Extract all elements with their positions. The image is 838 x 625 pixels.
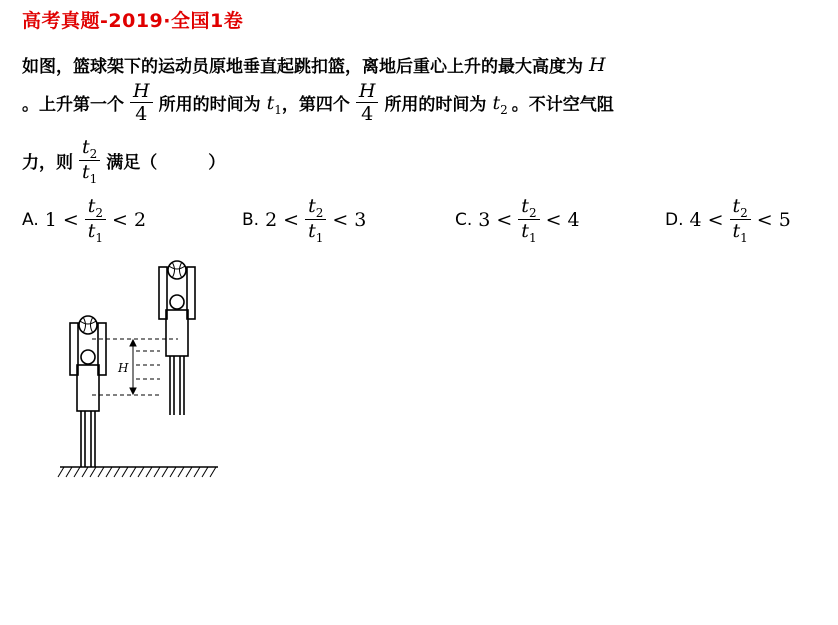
fraction-numerator: H [130, 80, 153, 103]
question-text-3a: 力，则 [22, 153, 73, 173]
question-text-2d: 所用的时间为 [384, 95, 487, 115]
question-line-1 [22, 52, 606, 77]
question-line-2 [22, 80, 614, 125]
fraction-numerator: H [356, 80, 379, 103]
basketball-right [168, 261, 186, 279]
fraction-h-over-4-first [130, 80, 153, 125]
option-b[interactable]: B. 2 < $\frac{t_2}{t_1}$ < 3 [242, 195, 367, 245]
question-text-2e: 。不计空气阻 [511, 95, 614, 115]
question-line-3 [22, 136, 225, 185]
option-d[interactable]: D. 4 < $\frac{t_2}{t_1}$ < 5 [665, 195, 791, 245]
page-title: 高考真题-2019·全国1卷 [22, 10, 244, 32]
option-c[interactable]: C. 3 < $\frac{t_2}{t_1}$ < 4 [455, 195, 580, 245]
question-text-2b: 所用的时间为 [158, 95, 261, 115]
height-arrow [130, 340, 136, 394]
fraction-t2-over-t1: $\frac{t_2}{t_1}$ [79, 136, 100, 185]
question-text-3b: 满足（ ） [106, 153, 226, 173]
basketball-jump-figure [50, 255, 230, 485]
question-text-2c: ，第四个 [281, 95, 350, 115]
var-H: H [589, 53, 606, 76]
question-text-1: 如图，篮球架下的运动员原地垂直起跳扣篮，离地后重心上升的最大高度为 [22, 57, 583, 77]
question-text-2a: 。上升第一个 [22, 95, 124, 115]
var-t2: $t_2$ [492, 91, 508, 117]
fraction-denominator: 4 [361, 103, 374, 125]
var-t1: $t_1$ [266, 91, 282, 117]
basketball-left [79, 316, 97, 334]
height-dashes [92, 339, 178, 395]
fraction-denominator: 4 [135, 103, 148, 125]
player-jumping [159, 261, 195, 415]
ground-hatch [58, 467, 216, 477]
option-a[interactable]: A. 1 < $\frac{t_2}{t_1}$ < 2 [22, 195, 147, 245]
height-label: H [118, 361, 129, 375]
fraction-h-over-4-fourth [356, 80, 379, 125]
